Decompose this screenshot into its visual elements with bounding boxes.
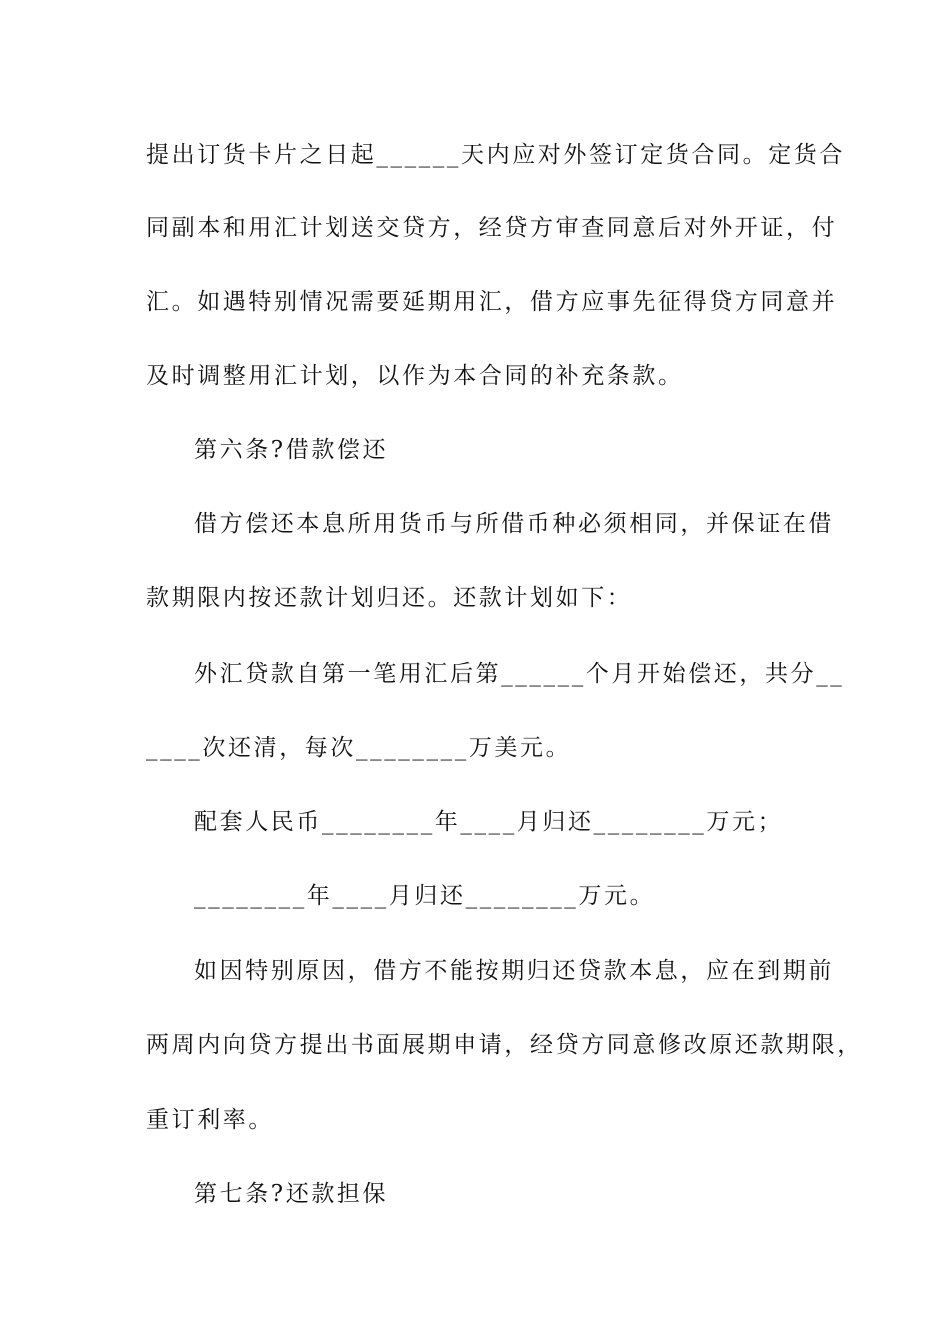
paragraph-line: 配套人民币________年____月归还________万元；: [194, 809, 784, 835]
paragraph-line: 及时调整用汇计划，以作为本合同的补充条款。: [146, 363, 684, 389]
paragraph-line: 汇。如遇特别情况需要延期用汇，借方应事先征得贷方同意并: [146, 289, 838, 315]
paragraph-line: 如因特别原因，借方不能按期归还贷款本息，应在到期前: [194, 958, 834, 984]
paragraph-line: 同副本和用汇计划送交贷方，经贷方审查同意后对外开证，付: [146, 215, 838, 241]
paragraph-line: 提出订货卡片之日起______天内应对外签订定货合同。定货合: [146, 142, 845, 168]
paragraph-line: 两周内向贷方提出书面展期申请，经贷方同意修改原还款期限，: [146, 1032, 863, 1058]
paragraph-line: 外汇贷款自第一笔用汇后第______个月开始偿还，共分__: [194, 661, 845, 687]
section-heading: 第六条?借款偿还: [194, 437, 389, 463]
section-heading: 第七条?还款担保: [194, 1181, 389, 1207]
paragraph-line: ____次还清，每次________万美元。: [146, 735, 572, 761]
paragraph-line: 款期限内按还款计划归还。还款计划如下：: [146, 585, 633, 611]
paragraph-line: 重订利率。: [146, 1107, 274, 1133]
paragraph-line: 借方偿还本息所用货币与所借币种必须相同，并保证在借: [194, 511, 834, 537]
paragraph-line: ________年____月归还________万元。: [194, 883, 656, 909]
